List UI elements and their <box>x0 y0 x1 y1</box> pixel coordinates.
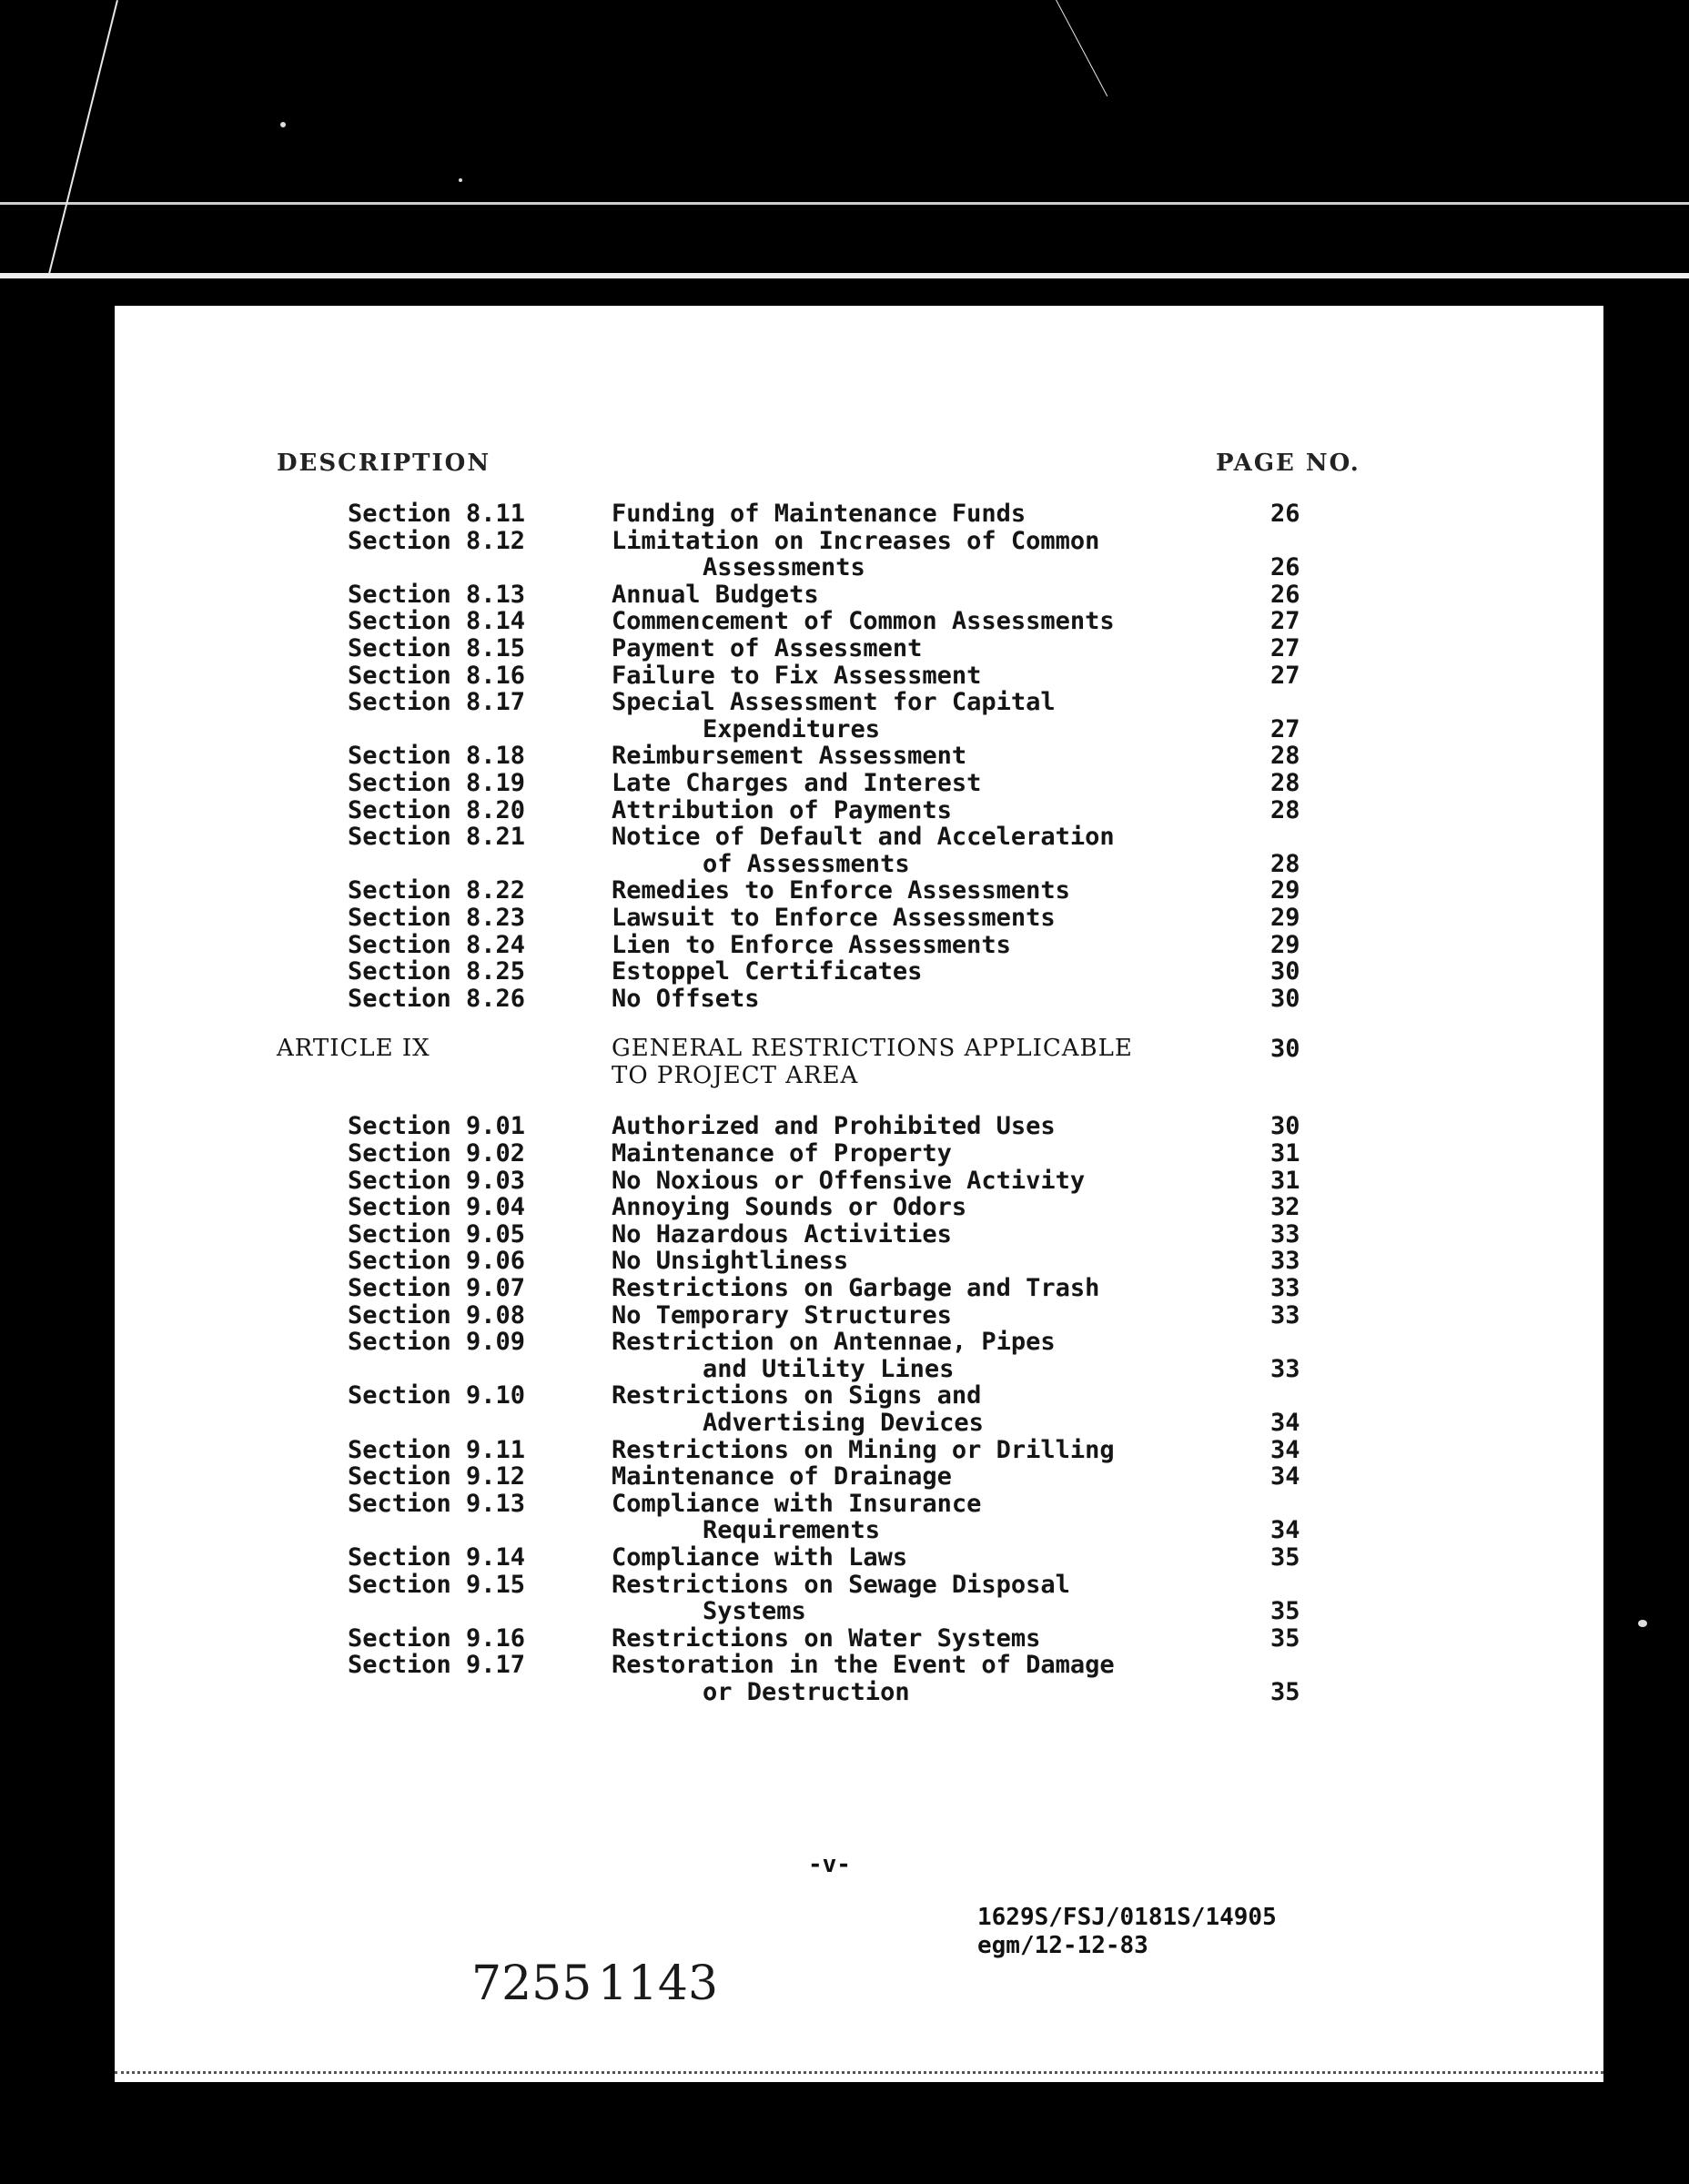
section-title: Restriction on Antennae, Pipes <box>612 1328 1056 1357</box>
toc-row <box>115 1113 1603 1140</box>
section-title: Lawsuit to Enforce Assessments <box>612 903 1056 932</box>
toc-row <box>115 743 1603 770</box>
page-number: 27 <box>1270 607 1300 636</box>
page-number: 33 <box>1270 1247 1300 1276</box>
section-title: Maintenance of Property <box>612 1139 952 1168</box>
section-number: Section 9.14 <box>348 1542 526 1572</box>
page-number: 35 <box>1270 1677 1300 1706</box>
toc-row <box>115 1652 1603 1679</box>
page-number: 26 <box>1270 580 1300 609</box>
toc-row <box>115 608 1603 635</box>
section-number: Section 9.12 <box>348 1462 526 1491</box>
page-number: 29 <box>1270 930 1300 959</box>
section-number: Section 8.19 <box>348 768 526 797</box>
toc-row <box>115 1275 1603 1302</box>
section-number: Section 8.20 <box>348 795 526 824</box>
toc-row <box>115 1463 1603 1491</box>
section-number: Section 9.05 <box>348 1219 526 1249</box>
section-number: Section 8.15 <box>348 633 526 662</box>
section-number: Section 8.13 <box>348 580 526 609</box>
page-number: 28 <box>1270 768 1300 797</box>
toc-row <box>115 932 1603 959</box>
toc-row <box>115 1382 1603 1410</box>
section-title: Authorized and Prohibited Uses <box>612 1112 1056 1141</box>
page-number: 29 <box>1270 876 1300 905</box>
stamp-right: 1143 <box>597 1956 719 2011</box>
section-number: Section 8.26 <box>348 984 526 1013</box>
section-title: Restoration in the Event of Damage <box>612 1651 1115 1680</box>
section-title: Annual Budgets <box>612 580 819 609</box>
page-number: 35 <box>1270 1542 1300 1572</box>
section-title: Remedies to Enforce Assessments <box>612 876 1070 905</box>
toc-row <box>115 1302 1603 1330</box>
scan-speck <box>280 122 286 127</box>
section-title: or Destruction <box>703 1677 910 1706</box>
page-number: 30 <box>1270 984 1300 1013</box>
toc-row <box>115 1437 1603 1464</box>
section-title: Compliance with Laws <box>612 1542 908 1572</box>
section-title: Late Charges and Interest <box>612 768 982 797</box>
toc-row <box>115 500 1603 528</box>
section-title: Restrictions on Mining or Drilling <box>612 1435 1115 1464</box>
page-number: 26 <box>1270 500 1300 528</box>
scan-speck <box>1638 1620 1647 1627</box>
section-title: Estoppel Certificates <box>612 957 923 986</box>
toc-row <box>115 635 1603 662</box>
page-number: 29 <box>1270 903 1300 932</box>
section-number: Section 8.12 <box>348 526 526 555</box>
section-number: Section 9.09 <box>348 1328 526 1357</box>
toc-row <box>115 1221 1603 1249</box>
spacer <box>115 1012 1603 1036</box>
toc-row <box>115 1572 1603 1599</box>
page-number: 30 <box>1270 957 1300 986</box>
article-title: TO PROJECT AREA <box>612 1061 859 1089</box>
section-number: Section 8.14 <box>348 607 526 636</box>
page-number: 33 <box>1270 1219 1300 1249</box>
stamp-left: 7255 <box>471 1956 592 2011</box>
section-title: Advertising Devices <box>703 1409 984 1437</box>
toc-row <box>115 1248 1603 1275</box>
page-number: 30 <box>1270 1035 1300 1064</box>
section-number: Section 8.18 <box>348 742 526 771</box>
section-title: Annoying Sounds or Odors <box>612 1193 967 1222</box>
toc-row <box>115 770 1603 797</box>
toc-row <box>115 986 1603 1013</box>
toc-row-continuation <box>115 851 1603 878</box>
toc-row-continuation <box>115 1356 1603 1383</box>
section-number: Section 9.02 <box>348 1139 526 1168</box>
section-number: Section 9.13 <box>348 1489 526 1518</box>
section-number: Section 9.16 <box>348 1623 526 1653</box>
page-number: 28 <box>1270 849 1300 878</box>
section-number: Section 8.24 <box>348 930 526 959</box>
toc-row-continuation <box>115 1410 1603 1437</box>
scan-edge-line <box>0 273 1689 278</box>
section-title: Restrictions on Sewage Disposal <box>612 1570 1070 1599</box>
section-number: Section 8.16 <box>348 661 526 690</box>
document-page <box>115 306 1603 2082</box>
toc-row <box>115 528 1603 555</box>
section-title: No Unsightliness <box>612 1247 849 1276</box>
section-title: No Temporary Structures <box>612 1300 952 1330</box>
section-number: Section 9.10 <box>348 1381 526 1410</box>
document-reference <box>977 1904 1277 1960</box>
toc-row <box>115 905 1603 932</box>
toc-row <box>115 1168 1603 1195</box>
section-number: Section 9.11 <box>348 1435 526 1464</box>
section-title: Limitation on Increases of Common <box>612 526 1100 555</box>
section-title: Assessments <box>703 553 865 582</box>
toc-row <box>115 958 1603 986</box>
toc-row-continuation <box>115 716 1603 743</box>
section-number: Section 8.11 <box>348 500 526 528</box>
page-number: 28 <box>1270 742 1300 771</box>
toc-row <box>115 1544 1603 1572</box>
page-number: 31 <box>1270 1166 1300 1195</box>
toc-row-continuation <box>115 1679 1603 1706</box>
section-title: Notice of Default and Acceleration <box>612 823 1115 852</box>
section-title: Maintenance of Drainage <box>612 1462 952 1491</box>
page-mark: -v- <box>808 1851 851 1878</box>
toc-row <box>115 1329 1603 1356</box>
page-number: 31 <box>1270 1139 1300 1168</box>
doc-ref-line-2: egm/12-12-83 <box>977 1932 1148 1959</box>
toc-row-continuation <box>115 554 1603 581</box>
page-number: 27 <box>1270 714 1300 743</box>
toc-row <box>115 581 1603 609</box>
section-title: Attribution of Payments <box>612 795 952 824</box>
page-number: 33 <box>1270 1300 1300 1330</box>
toc-row <box>115 1140 1603 1168</box>
toc-row <box>115 877 1603 905</box>
section-number: Section 9.04 <box>348 1193 526 1222</box>
section-title: Compliance with Insurance <box>612 1489 982 1518</box>
section-number: Section 8.23 <box>348 903 526 932</box>
section-title: Restrictions on Garbage and Trash <box>612 1274 1100 1303</box>
section-number: Section 9.07 <box>348 1274 526 1303</box>
page-number: 27 <box>1270 661 1300 690</box>
section-title: Systems <box>703 1597 806 1626</box>
recording-stamp <box>471 1956 718 2011</box>
toc-row <box>115 1194 1603 1221</box>
page-number-header: PAGE NO. <box>1216 450 1360 477</box>
section-number: Section 8.21 <box>348 823 526 852</box>
toc-row <box>115 689 1603 716</box>
page-number: 28 <box>1270 795 1300 824</box>
toc-row <box>115 824 1603 851</box>
section-title: Requirements <box>703 1516 881 1545</box>
toc-row <box>115 797 1603 824</box>
section-title: Special Assessment for Capital <box>612 688 1056 717</box>
page-number: 34 <box>1270 1435 1300 1464</box>
section-title: No Hazardous Activities <box>612 1219 952 1249</box>
section-number: Section 9.08 <box>348 1300 526 1330</box>
toc-row <box>115 1491 1603 1518</box>
section-number: Section 8.17 <box>348 688 526 717</box>
bottom-edge-dots <box>115 2071 1603 2085</box>
description-header: DESCRIPTION <box>277 450 491 477</box>
section-number: Section 9.01 <box>348 1112 526 1141</box>
section-title: Lien to Enforce Assessments <box>612 930 1011 959</box>
scan-edge-line <box>0 202 1689 205</box>
section-number: Section 9.03 <box>348 1166 526 1195</box>
page-number: 30 <box>1270 1112 1300 1141</box>
section-title: Reimbursement Assessment <box>612 742 967 771</box>
article-heading-continuation <box>115 1063 1603 1090</box>
section-title: Expenditures <box>703 714 881 743</box>
section-number: Section 9.06 <box>348 1247 526 1276</box>
table-of-contents <box>115 500 1603 1706</box>
section-title: No Offsets <box>612 984 760 1013</box>
page-number: 27 <box>1270 633 1300 662</box>
page-number: 35 <box>1270 1597 1300 1626</box>
page-number: 26 <box>1270 553 1300 582</box>
doc-ref-line-1: 1629S/FSJ/0181S/14905 <box>977 1904 1277 1931</box>
spacer <box>115 1089 1603 1113</box>
page-number: 34 <box>1270 1516 1300 1545</box>
section-title: Failure to Fix Assessment <box>612 661 982 690</box>
section-number: Section 8.25 <box>348 957 526 986</box>
scan-scratch <box>48 0 118 274</box>
section-number: Section 9.15 <box>348 1570 526 1599</box>
article-title: GENERAL RESTRICTIONS APPLICABLE <box>612 1035 1133 1063</box>
scan-speck <box>459 178 462 182</box>
section-title: of Assessments <box>703 849 910 878</box>
toc-row-continuation <box>115 1517 1603 1544</box>
section-number: Section 8.22 <box>348 876 526 905</box>
page-number: 33 <box>1270 1354 1300 1383</box>
toc-row <box>115 662 1603 690</box>
page-number: 35 <box>1270 1623 1300 1653</box>
section-title: Funding of Maintenance Funds <box>612 500 1027 528</box>
page-number: 32 <box>1270 1193 1300 1222</box>
toc-row <box>115 1625 1603 1653</box>
section-title: Commencement of Common Assessments <box>612 607 1115 636</box>
article-label: ARTICLE IX <box>277 1035 430 1063</box>
page-number: 33 <box>1270 1274 1300 1303</box>
section-title: Restrictions on Water Systems <box>612 1623 1041 1653</box>
section-title: Payment of Assessment <box>612 633 923 662</box>
article-heading <box>115 1036 1603 1063</box>
toc-row-continuation <box>115 1598 1603 1625</box>
page-number: 34 <box>1270 1462 1300 1491</box>
page-number: 34 <box>1270 1409 1300 1437</box>
section-number: Section 9.17 <box>348 1651 526 1680</box>
scan-scratch <box>1056 0 1107 96</box>
section-title: No Noxious or Offensive Activity <box>612 1166 1086 1195</box>
section-title: and Utility Lines <box>703 1354 955 1383</box>
section-title: Restrictions on Signs and <box>612 1381 982 1410</box>
